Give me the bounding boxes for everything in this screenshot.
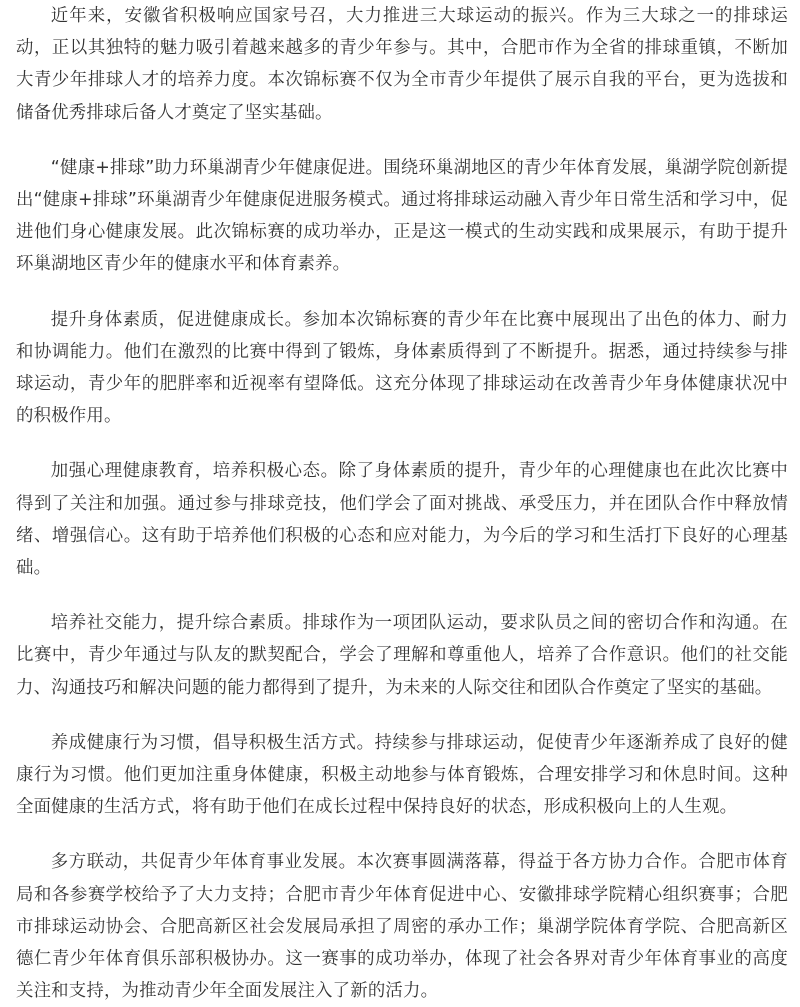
paragraph-collaboration: 多方联动，共促青少年体育事业发展。本次赛事圆满落幕，得益于各方协力合作。合肥市体育局和各参赛学校给予了大力支持；合肥市青少年体育促进中心、安徽排球学院精心组织赛事；合肥市排球运动协会、合肥高新区社会发展局承担了周密的承办工作；巢湖学院体育学院、合肥高新区德仁青少年体育俱乐部积极协办。这一赛事的成功举办，体现了社会各界对青少年体育事业的高度关注和支持，为推动青少年全面发展注入了新的活力。: [16, 852, 788, 1002]
article-body: [16, 0, 788, 1007]
paragraph-social-skills: 培养社交能力，提升综合素质。排球作为一项团队运动，要求队员之间的密切合作和沟通。在比赛中，青少年通过与队友的默契配合，学会了理解和尊重他人，培养了合作意识。他们的社交能力、沟通技巧和解决问题的能力都得到了提升，为未来的人际交往和团队合作奠定了坚实的基础。: [16, 613, 788, 698]
paragraph-mental-health: 加强心理健康教育，培养积极心态。除了身体素质的提升，青少年的心理健康也在此次比赛中得到了关注和加强。通过参与排球竞技，他们学会了面对挑战、承受压力，并在团队合作中释放情绪、增强信心。这有助于培养他们积极的心态和应对能力，为今后的学习和生活打下良好的心理基础。: [16, 461, 788, 579]
paragraph-health-volleyball: “健康+排球”助力环巢湖青少年健康促进。围绕环巢湖地区的青少年体育发展，巢湖学院创新提出“健康+排球”环巢湖青少年健康促进服务模式。通过将排球运动融入青少年日常生活和学习中，促进他们身心健康发展。此次锦标赛的成功举办，正是这一模式的生动实践和成果展示，有助于提升环巢湖地区青少年的健康水平和体育素养。: [16, 157, 789, 275]
paragraph-healthy-habits: 养成健康行为习惯，倡导积极生活方式。持续参与排球运动，促使青少年逐渐养成了良好的健康行为习惯。他们更加注重身体健康，积极主动地参与体育锻炼，合理安排学习和休息时间。这种全面健康的生活方式，将有助于他们在成长过程中保持良好的状态，形成积极向上的人生观。: [16, 732, 788, 818]
paragraph-physical-fitness: 提升身体素质，促进健康成长。参加本次锦标赛的青少年在比赛中展现出了出色的体力、耐力和协调能力。他们在激烈的比赛中得到了锻炼，身体素质得到了不断提升。据悉，通过持续参与排球运动，青少年的肥胖率和近视率有望降低。这充分体现了排球运动在改善青少年身体健康状况中的积极作用。: [16, 309, 788, 427]
paragraph-intro: 近年来，安徽省积极响应国家号召，大力推进三大球运动的振兴。作为三大球之一的排球运动，正以其独特的魅力吸引着越来越多的青少年参与。其中，合肥市作为全省的排球重镇，不断加大青少年排球人才的培养力度。本次锦标赛不仅为全市青少年提供了展示自我的平台，更为选拔和储备优秀排球后备人才奠定了坚实基础。: [16, 6, 788, 123]
